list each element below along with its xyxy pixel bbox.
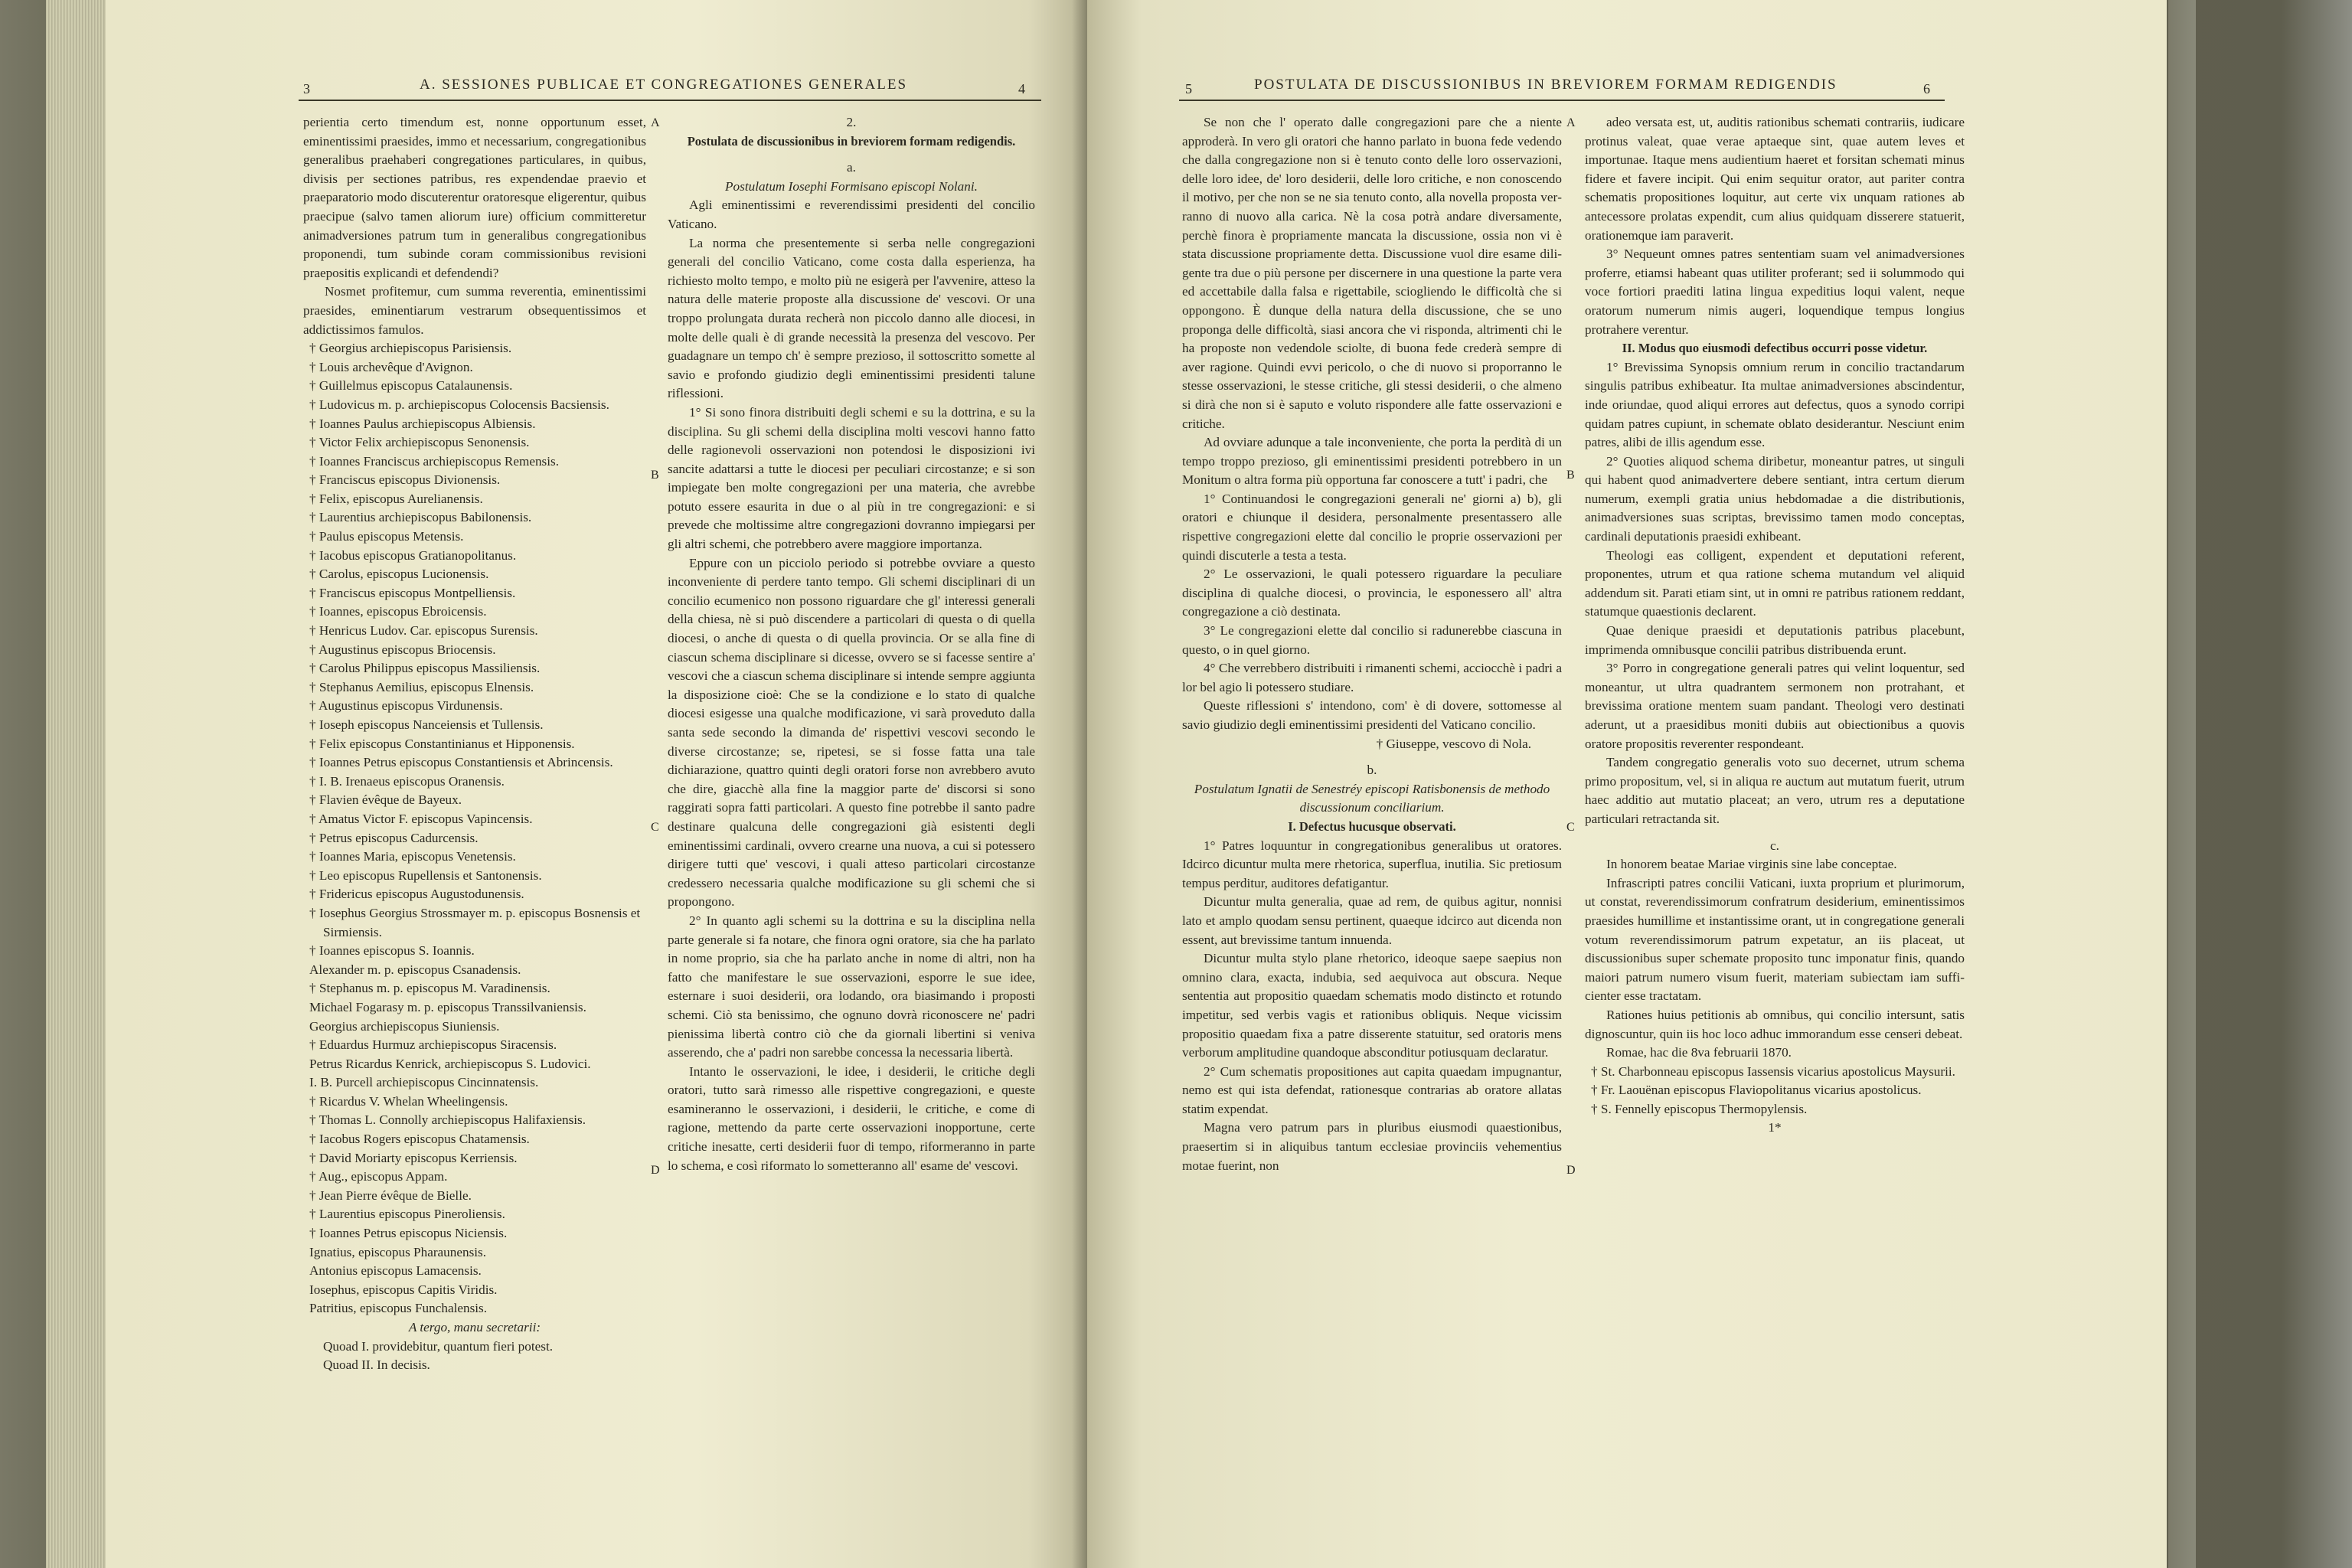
signatory: † Felix episcopus Constantinianus et Hipponensis.	[309, 736, 575, 751]
signatory: † Ioannes, episcopus Ebroicensis.	[309, 604, 487, 619]
latin-continuation-text	[1585, 113, 1965, 339]
signatory: † Ioannes Franciscus archiepiscopus Remensis.	[309, 453, 560, 469]
signatory: † St. Charbonneau episcopus Iassensis vicarius apostolicus Maysurii.	[1591, 1063, 1955, 1079]
signatory: Alexander m. p. episcopus Csanadensis.	[309, 962, 521, 977]
signatory-list	[303, 339, 646, 1318]
intro-paragraph: perientia certo timendum est, nonne opportunum esset, eminentissimi praesides, immo et necessarium, congregationibus generalibus praehaberi congregationes particulares, in quibus, divisis per sectiones patribus, res expendendae praevio et praeparatorio modo discuterentur oratoresque eligerentur, quibus praecipue (salvo tamen aliorum iure) officium committeretur animadversiones patrum tum in generalibus congregationibus proponendi, tum subinde coram commissionibus revisioni praepositis explicandi et defendendi?	[303, 115, 646, 280]
signatory: † David Moriarty episcopus Kerriensis.	[309, 1150, 518, 1165]
signatory: † Iacobus Rogers episcopus Chatamensis.	[309, 1132, 530, 1147]
signatory: † Ioseph episcopus Nanceiensis et Tullensis.	[309, 717, 544, 732]
paragraph: 2° Cum schematis propositiones aut capita quaedam impugnantur, nemo est qui ista defendat, rationesque contrarias ab oratore allatas statim expendat.	[1182, 1063, 1562, 1116]
paragraph: 2° Quoties aliquod schema diribetur, moneantur patres, ut singuli qui habent quod animadvertere debere sentiant, intra certum dierum numerum, exempli gratia unius hebdomadae a die distributionis, animadversiones suas scriptas, brevissimo tamen modo conceptas, cardinali deputationis praesidi exhibeant.	[1585, 453, 1965, 544]
subsection-b-title: Postulatum Ignatii de Senestréy episcopi Ratisbonensis de methodo discussionum conciliarium.	[1194, 781, 1550, 815]
petition-text	[1585, 855, 1965, 1063]
italian-continuation-text	[1182, 113, 1562, 735]
signatory: † Laurentius episcopus Pineroliensis.	[309, 1207, 505, 1222]
signature-mark: 1*	[1768, 1120, 1782, 1135]
paragraph: Tandem congregatio generalis voto suo decernet, utrum schema primo propositum, vel, si in aliqua re auctum aut mutatum fuerit, utrum haec additio aut mutatio placeat; an vero, utrum res a deputatione particulari retractanda sit.	[1585, 755, 1965, 826]
paragraph: 1° Brevissima Synopsis omnium rerum in concilio tractandarum singulis patribus exhibeatur. Ita multae animadversiones abscindentur, inde oriundae, quod aliqui errores aut defectus, quos a synodo corripi quidam patres cupiunt, in schemate oblato desiderantur. Nesciunt enim patres, alibi de illis agendum esse.	[1585, 359, 1965, 450]
paragraph: Ad ovviare adunque a tale inconveniente, che porta la perdità di un tempo troppo prezioso, gli eminentissimi presidenti potrebbero in un Monitum o altra forma più opportuna far conoscere a tutt' i padri, che	[1182, 435, 1562, 488]
section-heading: Postulata de discussionibus in breviorem formam redigendis.	[687, 133, 1016, 149]
section-number: 2.	[846, 115, 857, 129]
signatory: † S. Fennelly episcopus Thermopylensis.	[1591, 1101, 1808, 1116]
right-margin-letter-d: D	[1566, 1164, 1576, 1177]
latin-defectus-text	[1182, 837, 1562, 1176]
signatory: † Leo episcopus Rupellensis et Santonensis.	[309, 867, 542, 883]
margin-letter-d: D	[651, 1164, 660, 1177]
right-page-column-1	[1182, 113, 1562, 1175]
signatory: † Fridericus episcopus Augustodunensis.	[309, 887, 524, 902]
left-page-column-1	[303, 113, 646, 1375]
signatory: † Louis archevêque d'Avignon.	[309, 359, 473, 374]
paragraph: 1° Si sono finora distribuiti degli schemi e su la dottrina, e su la disciplina. Su gli schemi della disciplina molti vescovi hanno fatto delle ragionevoli osservazioni non potendosi le disposizioni ivi sancite adattarsi a tutte le diocesi per peculiari circostanze; e si son impiegate ben molte congregazioni per una materia, che avrebbe potuto essere esaurita in due o al più in tre congregazioni: e si prevede che moltissime altre congregazioni dovranno impiegarsi per gli altri schemi, che potrebbero avere maggiore importanza.	[668, 404, 1035, 552]
paragraph: Theologi eas colligent, expendent et deputationi referent, proponentes, utrum et qua ratione schema mutandum vel aliquid addendum sit. Parati etiam sint, ut in omni re patribus rationem reddant, statumque quaestionis declarent.	[1585, 547, 1965, 619]
paragraph: Rationes huius petitionis ab omnibus, qui concilio intersunt, satis dignoscuntur, quin iis hoc loco adhuc immorandum esse censeri debeat.	[1585, 1007, 1965, 1041]
paragraph: 4° Che verrebbero distribuiti i rimanenti schemi, acciocchè i padri a lor bel agio li potessero studiare.	[1182, 661, 1562, 694]
paragraph: Queste riflessioni s' intendono, com' è di dovere, sottomesse al savio giudizio degli eminentissimi presidenti del Vaticano concilio.	[1182, 698, 1562, 732]
left-page-number: 3	[303, 81, 310, 96]
paragraph: 3° Nequeunt omnes patres sententiam suam vel animadversiones proferre, etiamsi habeant quas utiliter proferant; sed ii solummodo qui voce fortiori praediti latina lingua expeditius loqui valent, neque oratorum numerum nimis augeri, loquendique tempus longius protrahere verentur.	[1585, 247, 1965, 337]
paragraph: Romae, hac die 8va februarii 1870.	[1606, 1045, 1792, 1060]
quoad-1: Quoad I. providebitur, quantum fieri potest.	[323, 1338, 554, 1354]
signatory: † Thomas L. Connolly archiepiscopus Halifaxiensis.	[309, 1112, 586, 1128]
signatory: † Stephanus Aemilius, episcopus Elnensis.	[309, 679, 534, 694]
signatory: † Carolus, episcopus Lucionensis.	[309, 567, 489, 582]
paragraph: Magna vero patrum pars in pluribus eiusmodi quaestionibus, praesertim si in aliquibus tantum ecclesiae provinciis vehementius motae fuerint, non	[1182, 1120, 1562, 1173]
paragraph: 3° Porro in congregatione generali patres qui velint loquentur, sed moneantur, ut ultra quadrantem sermonem non protrahant, et brevissima oratione mentem suam pandant. Theologi vero destinati aderunt, ut a praesidibus moniti dubiis aut obiectionibus a quovis oratore propositis reverenter respondeant.	[1585, 661, 1965, 751]
signatory: † Amatus Victor F. episcopus Vapincensis.	[309, 811, 533, 826]
paragraph: Se non che l' operato dalle congregazioni pare che a niente approderà. In vero gli oratori che hanno parlato in buona fede vedendo che dalla congregazione non si è tenuto conto delle loro osservazioni, delle loro idee, de' loro desiderii, delle loro critiche, e non conoscendo il motivo, per che non se ne sia tenuto conto, alla novella proposta verranno di nuovo alla carica. Nè la cosa potrà andare diversamente, perchè finora è propriamente mancata la discussione, ossia non vi è stata discussione propriamente detta. Discussione vuol dire esame diligente tra due o più persone per discernere in una questione la parte vera ed accettabile dalla falsa e rigettabile, sciogliendo le difficoltà che si oppongono. È dunque della natura della discussione, che se uno proponga delle difficoltà, siasi ancora che vi risponda, altrimenti chi le ha proposte non vedendole sciolte, di buona fede crederà sempre di aver ragione. Quindi evvi pericolo, o che di nuovo si proporranno le stesse osservazioni, le stesse critiche, gli stessi desiderii, o che almeno si dirà che non si è saputo e voluto rispondere alle fatte osservazioni e critiche.	[1182, 115, 1562, 431]
left-page-header: A. SESSIONES PUBLICAE ET CONGREGATIONES GENERALES	[420, 77, 908, 93]
signatory: † Ioannes episcopus S. Ioannis.	[309, 943, 475, 959]
right-margin-letter-c: C	[1566, 821, 1575, 834]
signatory: † Ricardus V. Whelan Wheelingensis.	[309, 1093, 508, 1109]
paragraph: Intanto le osservazioni, le idee, i desiderii, le critiche degli oratori, tutto sarà rimesso alle rispettive congregazioni, e queste esamineranno le osservazioni, i desiderii, le critiche, e come di ragione, mettendo da parte certe osservazioni inopportune, certe critiche inesatte, certi desiderii fuor di tempo, riformeranno in parte lo schema, e così riformato lo sometteranno all' esame de' vescovi.	[668, 1063, 1035, 1173]
right-header-rule	[1179, 100, 1945, 101]
signatory: † Ludovicus m. p. archiepiscopus Colocensis Bacsiensis.	[309, 397, 609, 412]
subsection-c: c.	[1770, 838, 1779, 853]
signatory: † Laurentius archiepiscopus Babilonensis.	[309, 510, 532, 525]
paragraph: Dicuntur multa generalia, quae ad rem, de quibus agitur, nonnisi lato et amplo quodam sensu pertinent, quaeque idcirco aut dicenda non essent, aut brevissime tantum innuenda.	[1182, 894, 1562, 947]
signatory: † Franciscus episcopus Montpelliensis.	[309, 585, 516, 600]
signatory: † I. B. Irenaeus episcopus Oranensis.	[309, 773, 505, 789]
margin-letter-c: C	[651, 821, 659, 834]
signatory: † Henricus Ludov. Car. episcopus Surensis.	[309, 623, 538, 639]
signatory: † Franciscus episcopus Divionensis.	[309, 472, 501, 488]
signatory: Patritius, episcopus Funchalensis.	[309, 1301, 488, 1316]
petition-signatories	[1585, 1063, 1965, 1119]
paragraph: Quae denique praesidi et deputationis patribus placebunt, imprimenda omnibusque concilii patribus distribuenda erunt.	[1585, 623, 1965, 657]
latin-modus-text	[1585, 358, 1965, 829]
paragraph: 1° Patres loquuntur in congregationibus generalibus ut oratores. Idcirco dicuntur multa mere rhetorica, superflua, inutilia. Sic pretiosum tempus perditur, auditores defatigantur.	[1182, 838, 1562, 890]
signatory: † Ioannes Paulus archiepiscopus Albiensis.	[309, 416, 536, 431]
signatory: † Flavien évêque de Bayeux.	[309, 792, 462, 808]
signatory: † Guillelmus episcopus Catalaunensis.	[309, 378, 513, 394]
signatory: † Petrus episcopus Cadurcensis.	[309, 830, 479, 845]
paragraph: Infrascripti patres concilii Vaticani, iuxta proprium et plurimorum, ut constat, reverendissimorum confratrum desiderium, eminentissimos praesides humillime et instantissime orant, ut in congregatione generali votum reverendissimorum patrum expetatur, an iis placeat, ut discussionibus super schemate proposito tunc imponatur finis, quando maiori patrum numero visum fuerit, materiam subiectam iam sufficienter esse tractatam.	[1585, 875, 1965, 1004]
signatory: † Ioannes Petrus episcopus Niciensis.	[309, 1226, 508, 1241]
signatory: Antonius episcopus Lamacensis.	[309, 1263, 482, 1279]
paragraph: 1° Continuandosi le congregazioni generali ne' giorni a) b), gli oratori e chiunque il desidera, personalmente presentassero alle rispettive congregazioni elette dal concilio le proprie osservazioni per quindi discuterle a testa a testa.	[1182, 491, 1562, 563]
paragraph: Dicuntur multa stylo plane rhetorico, ideoque saepe saepius non omnino clara, exacta, indubia, sed aequivoca aut obscura. Neque sententia aut propositio quaedam schematis modo distincto et rotundo impetitur, sed verbis vagis et rationibus obliquis. Neque vicissim propositio quaedam fixa a patre disserente statuitur, sed oratoris mens verborum amplitudine quandoque absconditur potiusquam declaratur.	[1182, 951, 1562, 1060]
signatory: † Fr. Laouënan episcopus Flaviopolitanus vicarius apostolicus.	[1591, 1083, 1922, 1098]
right-page-header: POSTULATA DE DISCUSSIONIBUS IN BREVIOREM FORMAM REDIGENDIS	[1254, 77, 1838, 93]
signatory: Georgius archiepiscopus Siuniensis.	[309, 1018, 500, 1034]
signatory: † Stephanus m. p. episcopus M. Varadinensis.	[309, 981, 550, 996]
signatory: Michael Fogarasy m. p. episcopus Transsilvaniensis.	[309, 999, 586, 1014]
signatory: † Eduardus Hurmuz archiepiscopus Siracensis.	[309, 1037, 557, 1053]
signatory: † Augustinus episcopus Virdunensis.	[309, 698, 503, 714]
paragraph: La norma che presentemente si serba nelle congregazioni generali del concilio Vaticano, come costa dalla esperienza, ha richiesto molto tempo, e molto più ne esigerà per l'avvenire, atteso la natura delle materie proposte alla discussione de' vescovi. Or una troppo prolungata durata recherà non piccolo danno alle diocesi, in molte delle quali è di grande necessità la presenza del vescovo. Per guadagnare un tempo ch' è sempre prezioso, il sottoscritto somette al savio e profondo giudizio degli eminentissimi presidenti talune riflessioni.	[668, 235, 1035, 401]
section-defectus: I. Defectus hucusque observati.	[1288, 818, 1456, 834]
nola-signature: † Giuseppe, vescovo di Nola.	[1376, 736, 1531, 751]
paragraph: 2° In quanto agli schemi su la dottrina e su la disciplina nella parte generale si fa notare, che finora ogni oratore, sia che ha parlato in nome proprio, sia che ha parlato anche in nome di altri, non ha fatto che manifestare le sue osservazioni, esporre le sue idee, esternare i suoi desiderii, ora lodando, ora biasimando i proposti schemi. Ciò sta benissimo, che ognuno dovrà riconoscere ne' padri pienissima libertà contro ciò che da giornali libertini si veniva asserendo, che a' padri non sarebbe concessa la necessaria libertà.	[668, 913, 1035, 1060]
signatory: I. B. Purcell archiepiscopus Cincinnatensis.	[309, 1075, 539, 1090]
signatory: † Iosephus Georgius Strossmayer m. p. episcopus Bosnensis et Sirmiensis.	[309, 905, 641, 939]
margin-letter-b: B	[651, 469, 659, 482]
left-header-rule	[299, 100, 1041, 101]
paragraph: Agli eminentissimi e reverendissimi presidenti del concilio Vaticano.	[668, 198, 1035, 231]
signatory: † Victor Felix archiepiscopus Senonensis.	[309, 435, 530, 450]
signatory: † Felix, episcopus Aurelianensis.	[309, 491, 483, 506]
signatory: † Iacobus episcopus Gratianopolitanus.	[309, 547, 517, 563]
closing-paragraph: Nosmet profitemur, cum summa reverentia, eminentissimi praesides, eminentiarum vestrarum obsequentissimos et addictissimos famulos.	[303, 284, 646, 337]
paragraph: In honorem beatae Mariae virginis sine labe conceptae.	[1606, 857, 1897, 872]
signatory: † Aug., episcopus Appam.	[309, 1169, 448, 1184]
subsection-b: b.	[1367, 763, 1377, 778]
scan-ruler-strip	[2168, 0, 2196, 1568]
right-page-column-2	[1585, 113, 1965, 1138]
signatory: † Carolus Philippus episcopus Massiliensis.	[309, 661, 541, 676]
margin-letter-a: A	[651, 116, 660, 129]
left-page-column-2	[668, 113, 1035, 1175]
right-margin-letter-b: B	[1566, 469, 1575, 482]
right-page	[1087, 0, 2167, 1568]
quoad-2: Quoad II. In decisis.	[323, 1357, 430, 1373]
right-page-column-number: 6	[1923, 81, 1930, 96]
signatory: Petrus Ricardus Kenrick, archiepiscopus S. Ludovici.	[309, 1056, 591, 1071]
signatory: Iosephus, episcopus Capitis Viridis.	[309, 1282, 498, 1297]
left-page	[106, 0, 1087, 1568]
signatory: † Ioannes Petrus episcopus Constantiensis et Abrincensis.	[309, 755, 613, 770]
signatory: † Georgius archiepiscopus Parisiensis.	[309, 341, 512, 356]
right-page-number: 5	[1185, 81, 1192, 96]
paragraph: adeo versata est, ut, auditis rationibus schemati contrariis, iudicare protinus valeat, quae verae aptaeque sint, quae autem leves et importunae. Itaque mens audientium haeret et forsitan schemati minus fidere et favere incipit. Qui enim sequitur orator, aut pariter contra schematis propositiones loquitur, aut certe vix unquam rationes ab antecessore prolatas expendit, cum alius quidquam disserere statuerit, orationemque iam paraverit.	[1585, 115, 1965, 243]
paragraph: 2° Le osservazioni, le quali potessero riguardare la peculiare disciplina di qualche diocesi, o provincia, le esponessero all' altra congregazione a ciò destinata.	[1182, 567, 1562, 619]
section-modus: II. Modus quo eiusmodi defectibus occurri posse videtur.	[1622, 341, 1928, 356]
signatory: † Paulus episcopus Metensis.	[309, 529, 464, 544]
subsection-a: a.	[847, 160, 856, 175]
paragraph: Eppure con un picciolo periodo si potrebbe ovviare a questo inconveniente di perdere tanto tempo. Gli schemi disciplinari di un concilio ecumenico non possono riguardare che gl' interessi generali della chiesa, nè si può discendere a particolari di questa o di quella diocesi, o anche di questa o di quella provincia. Or se alla fine di ciascun schema disciplinare si dicesse, ovvero se si facesse sentire a' vescovi che a ciascun schema disciplinare si intende sempre aggiunta la disposizione cioè: Che se la condizione e lo stato di qualche diocesi esigesse una qualche modificazione, vi sarà proveduto dalla santa sede secondo la dimanda de' rispettivi vescovi secondo le diverse circostanze; se, ripetesi, se si fosse fatta una tale dichiarazione, quattro quinti degli oratori forse non avrebbero avuto che dire, giacchè alla fine la maggior parte de' discorsi si sono raggirati sopra fatti particolari. A questo fine potrebbe il santo padre destinare qualcuna delle congregazioni già esistenti degli eminentissimi cardinali, ovvero crearne una nuova, a cui si potessero dirigere tutti que' vescovi, i quali atteso particolari circostanze credessero necessaria qualche modificazione su gli schemi che si propongono.	[668, 555, 1035, 910]
signatory: † Ioannes Maria, episcopus Venetensis.	[309, 849, 516, 864]
subsection-a-title: Postulatum Iosephi Formisano episcopi Nolani.	[725, 178, 978, 194]
a-tergo-note: A tergo, manu secretarii:	[408, 1320, 541, 1334]
signatory: † Augustinus episcopus Briocensis.	[309, 642, 496, 657]
italian-postulatum-text	[668, 196, 1035, 1175]
right-margin-letter-a: A	[1566, 116, 1576, 129]
paragraph: 3° Le congregazioni elette dal concilio si radunerebbe ciascuna in questo, o in quel giorno.	[1182, 623, 1562, 657]
signatory: † Jean Pierre évêque de Bielle.	[309, 1187, 472, 1203]
signatory: Ignatius, episcopus Pharaunensis.	[309, 1244, 487, 1259]
left-page-column-number: 4	[1018, 81, 1025, 96]
